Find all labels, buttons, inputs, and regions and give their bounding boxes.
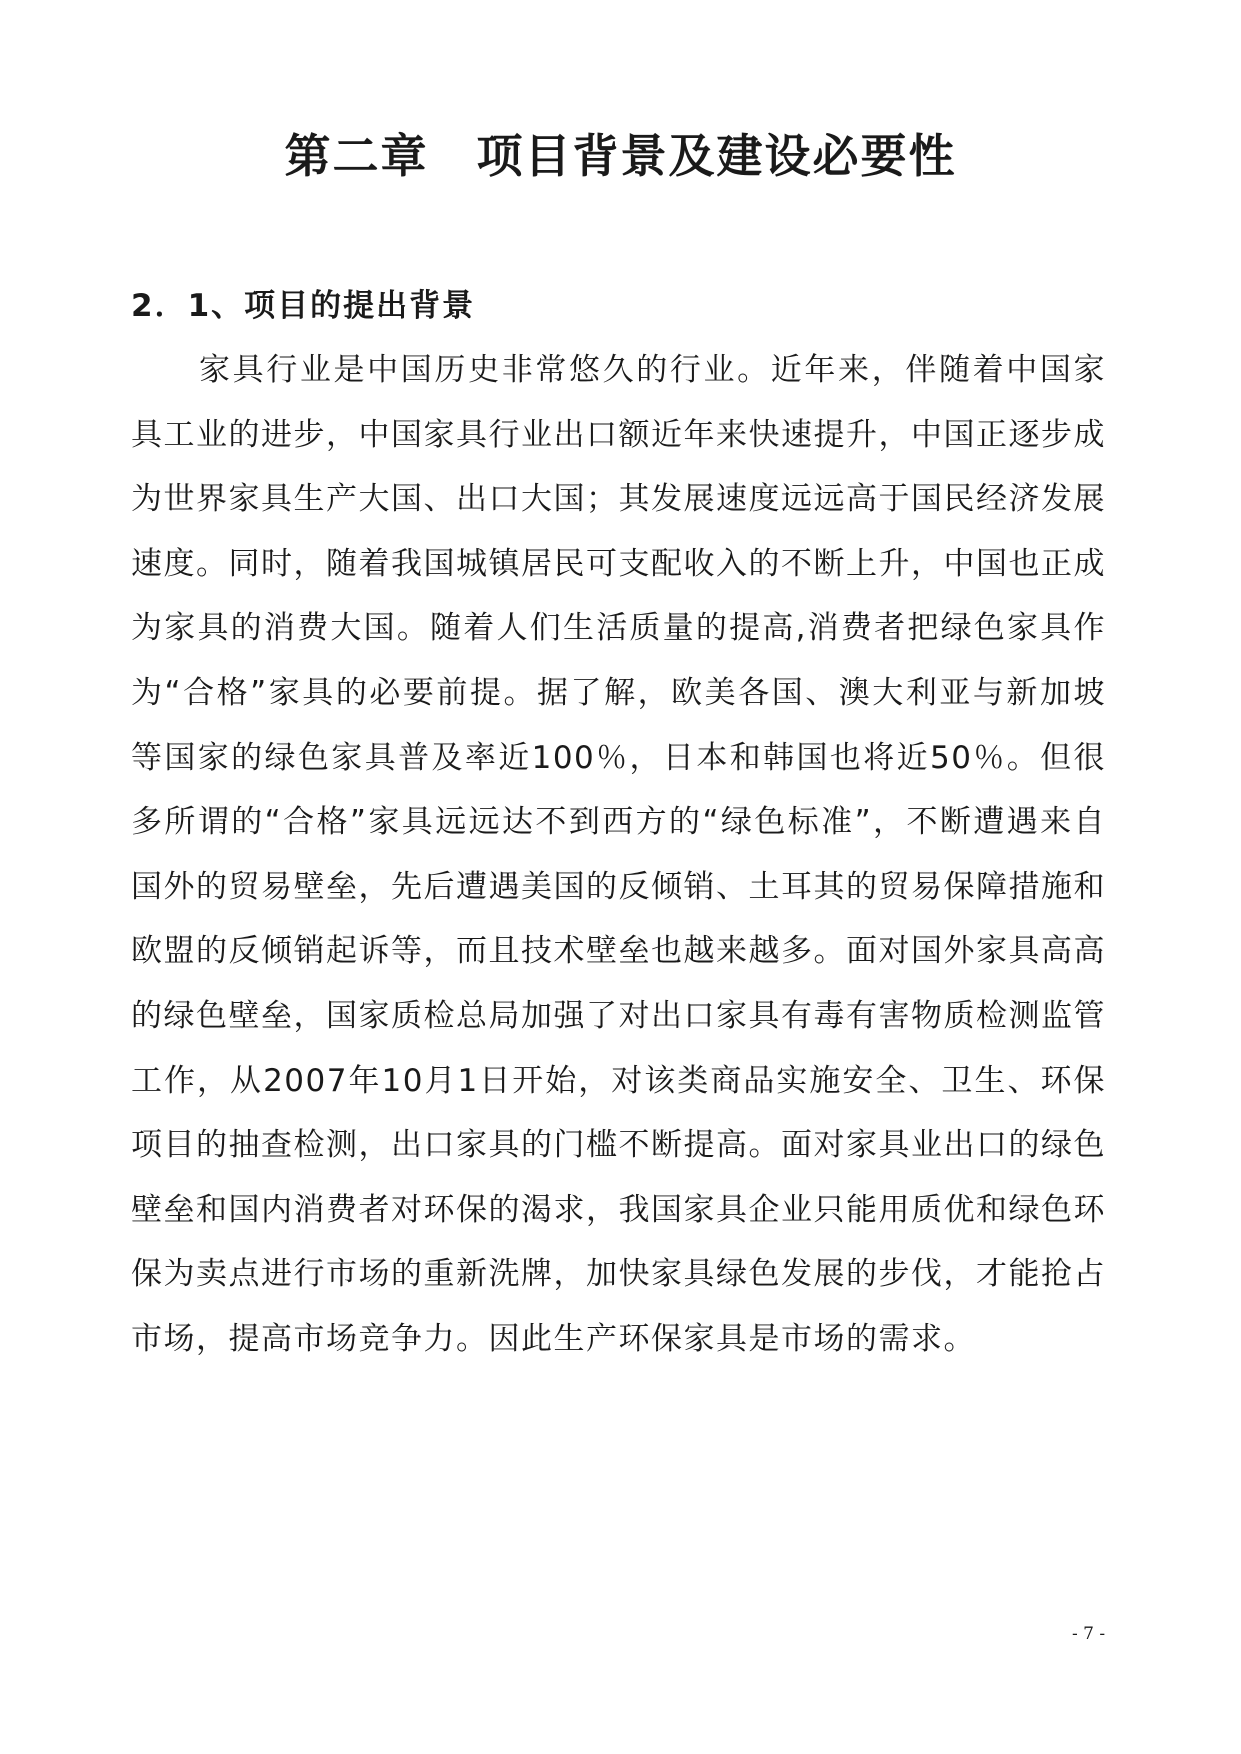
body-paragraph: 家具行业是中国历史非常悠久的行业。近年来，伴随着中国家具工业的进步，中国家具行业出口额近年来快速提升，中国正逐步成为世界家具生产大国、出口大国；其发展速度远远高于国民经济发展速度。同时，随着我国城镇居民可支配收入的不断上升，中国也正成为家具的消费大国。随着人们生活质量的提高,消费者把绿色家具作为“合格”家具的必要前提。据了解，欧美各国、澳大利亚与新加坡等国家的绿色家具普及率近100％，日本和韩国也将近50％。但很多所谓的“合格”家具远远达不到西方的“绿色标准”，不断遭遇来自国外的贸易壁垒，先后遭遇美国的反倾销、土耳其的贸易保障措施和欧盟的反倾销起诉等，而且技术壁垒也越来越多。面对国外家具高高的绿色壁垒，国家质检总局加强了对出口家具有毒有害物质检测监管工作，从2007年10月1日开始，对该类商品实施安全、卫生、环保项目的抽查检测，出口家具的门槛不断提高。面对家具业出口的绿色壁垒和国内消费者对环保的渴求，我国家具企业只能用质优和绿色环保为卖点进行市场的重新洗牌，加快家具绿色发展的步伐，才能抢占市场，提高市场竞争力。因此生产环保家具是市场的需求。: [131, 352, 1106, 1357]
chapter-title: 第二章 项目背景及建设必要性: [284, 129, 957, 183]
section-heading: 2．1、项目的提出背景: [131, 288, 476, 324]
page-number: - 7 -: [1072, 1624, 1106, 1644]
